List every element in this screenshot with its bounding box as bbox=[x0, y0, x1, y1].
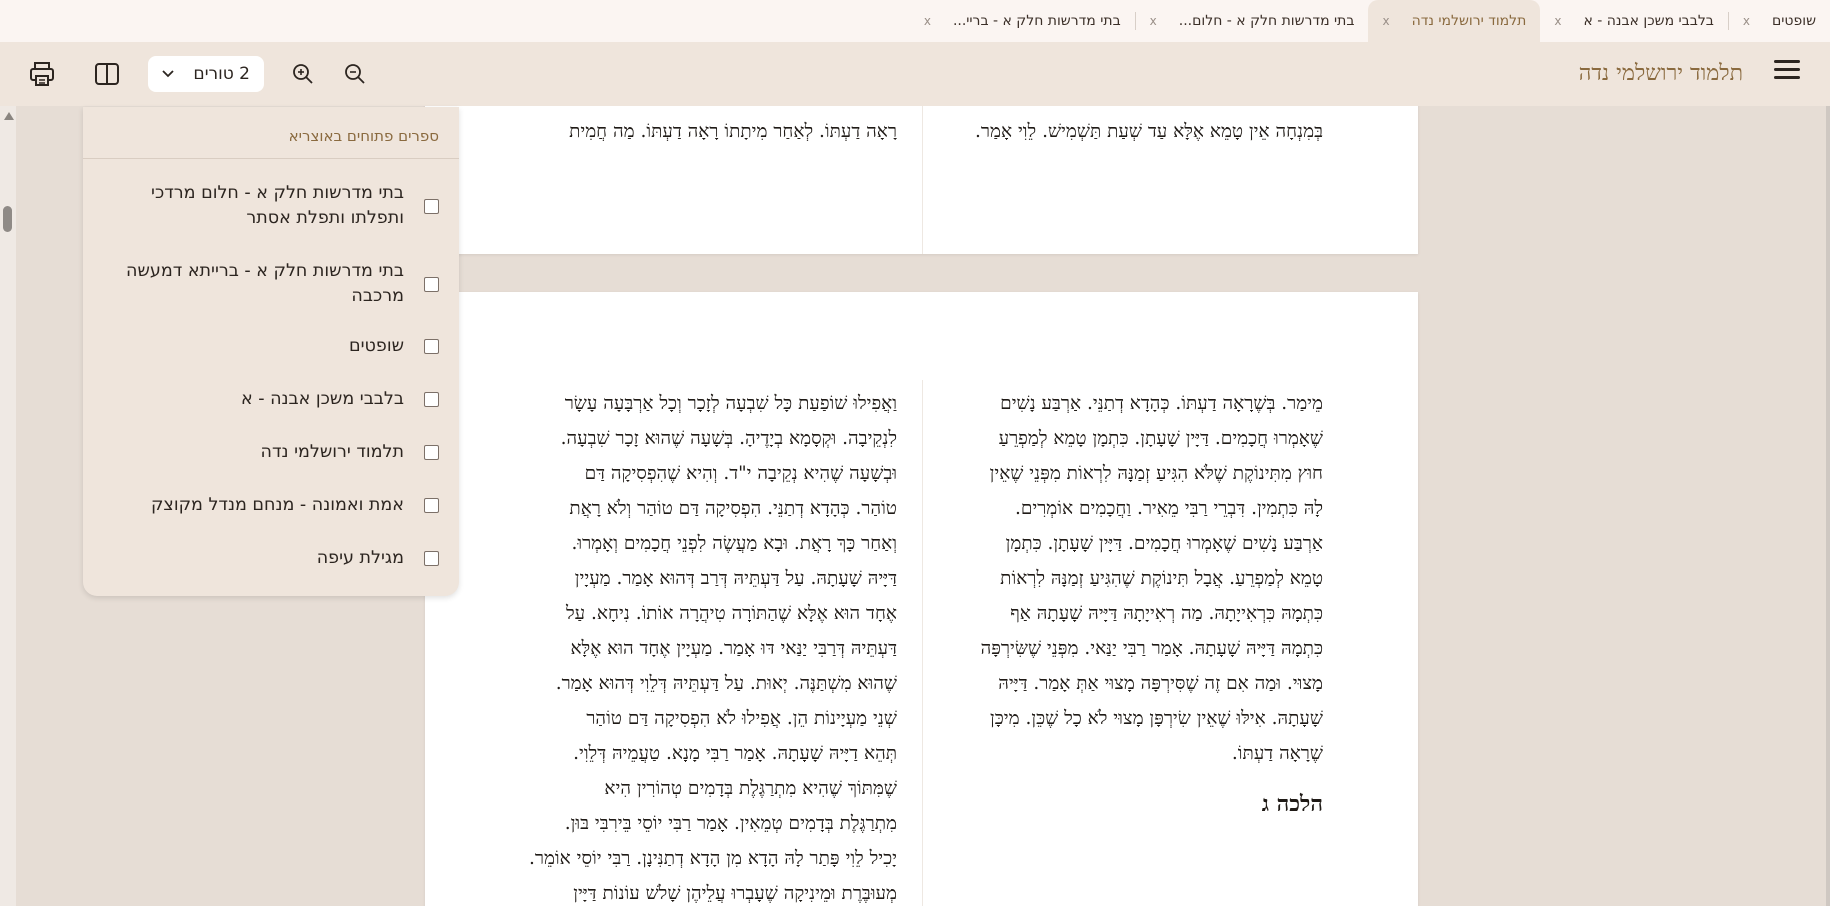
column-divider bbox=[922, 380, 923, 906]
printer-icon bbox=[28, 60, 56, 88]
text-line: מִתְרַגֶּלֶת בְּדָמִים טְמֵאִין. אָמַר רַבִּי יוֹסֵי בֵּירִבִּי בּוּן. bbox=[564, 813, 897, 834]
open-book-label: בתי מדרשות חלק א - ברייתא דמעשה מרכבה bbox=[126, 261, 404, 306]
columns-dropdown[interactable] bbox=[148, 56, 264, 92]
text-line: וְאַחַר כָּךְ רָאֲת. וּבָא מַעֲשֶׂה לִפְנֵי חֲכָמִים וְאָמְרוּ. bbox=[571, 533, 897, 554]
vertical-scrollbar[interactable] bbox=[0, 106, 16, 906]
scrollbar-thumb[interactable] bbox=[3, 206, 12, 232]
text-line: אֶחָד הוּא אֶלָּא שֶׁהַתּוֹרָה טִיהֲרָה אוֹתוֹ. נִיחָא. עַל bbox=[566, 603, 897, 624]
column-divider bbox=[922, 106, 923, 254]
close-icon[interactable]: x bbox=[1382, 14, 1390, 28]
tab-yerushalmi-nidda[interactable] bbox=[1368, 0, 1540, 42]
zoom-in-icon bbox=[291, 62, 315, 86]
text-line: טוֹהַר. כְּהָדָא דְתַנֵּי. הִפְסִיקָה דַּם טוֹהַר וְלֹא רָאֲת bbox=[569, 498, 897, 519]
text-line: יָכִיל לֵוִי פָּתַר לָהּ הָדָא מִן הָדָא דְתַנִּינָן. רַבִּי יוֹסֵי אוֹמֵר. bbox=[528, 848, 897, 869]
open-book-label: שופטים bbox=[349, 336, 404, 356]
text-line: שָׁעָתָהּ. אִילּוּ שֶׁאֵין שִׂירְפָּן מָצוּי לֹא כָל שֶׁכֵּן. מִיכָּן bbox=[990, 708, 1323, 729]
text-page bbox=[425, 106, 1418, 254]
open-books-panel bbox=[83, 107, 459, 596]
tab-batei-midrashot-braita[interactable] bbox=[910, 0, 1135, 42]
checkbox[interactable] bbox=[424, 445, 439, 460]
open-book-label: בתי מדרשות חלק א - חלום מרדכי ותפלתו ותפלת אסתר bbox=[151, 183, 404, 228]
open-book-label: תלמוד ירושלמי נדה bbox=[260, 442, 404, 462]
panel-title: ספרים פתוחים באוצריא bbox=[83, 107, 459, 159]
columns-label: 2 טורים bbox=[193, 64, 250, 84]
checkbox[interactable] bbox=[424, 551, 439, 566]
tab-bar bbox=[0, 0, 1830, 42]
text-line: בְּמִנְחָה אֵין טָמֵא אֶלָּא עַד שְׁעַת תַּשְׁמִישׁ. לֵוִי אָמַר. bbox=[975, 121, 1323, 142]
tab-label: שופטים bbox=[1772, 13, 1816, 29]
text-line: מְעוּבֶּרֶת וּמֵינִיקָה שֶׁעָבְרוּ עֲלֵיהֶן שָׁלֹשׁ עוֹנוֹת דַּיָּין bbox=[573, 883, 897, 904]
print-button[interactable] bbox=[26, 58, 58, 90]
close-icon[interactable]: x bbox=[1149, 14, 1157, 28]
checkbox[interactable] bbox=[424, 392, 439, 407]
text-line: תְּהֵא דַיָּיהּ שָׁעָתָהּ. אָמַר רַבִּי מָנָא. טַעֲמֵיהּ דְּלֵוִי. bbox=[573, 743, 897, 764]
tab-bilvavi[interactable] bbox=[1540, 0, 1728, 42]
tab-batei-midrashot-chalom[interactable] bbox=[1136, 0, 1369, 42]
open-book-item[interactable] bbox=[99, 440, 439, 465]
open-book-item[interactable] bbox=[99, 334, 439, 359]
zoom-out-button[interactable] bbox=[339, 58, 371, 90]
tab-label: בתי מדרשות חלק א - חלום... bbox=[1178, 13, 1355, 29]
text-line: טָמֵא לְמַפְרֵעַ. אֲבָל תִּינוֹקֶת שֶׁהִגִּיעַ זְמַנָּהּ לִרְאוֹת bbox=[1000, 568, 1323, 589]
text-page bbox=[425, 292, 1418, 906]
hamburger-menu-icon[interactable] bbox=[1774, 60, 1800, 84]
text-line: אַרְבַּע נָשִׁים שֶׁאָמְרוּ חֲכָמִים. דַּיָּין שָׁעָתָן. כִּתְמָן bbox=[1005, 533, 1323, 554]
checkbox[interactable] bbox=[424, 339, 439, 354]
text-line: לָהּ כִּתְמִין. דִּבְרֵי רַבִּי מֵאִיר. וַחֲכָמִים אוֹמְרִים. bbox=[1014, 498, 1323, 519]
tab-label: בלבבי משכן אבנה - א bbox=[1583, 13, 1714, 29]
open-book-item[interactable] bbox=[99, 181, 439, 231]
tab-label: בתי מדרשות חלק א - בריי... bbox=[952, 13, 1121, 29]
text-line: רָאָה דַעְתּוֹ. לְאַחַר מִיתָתוֹ רָאָה דַעְתּוֹ. מַה חֲמִית bbox=[569, 121, 897, 142]
scroll-up-arrow-icon[interactable] bbox=[4, 112, 14, 120]
text-line: מֵימַר. בְּשֶׁרָאָה דַעְתּוֹ. כְּהָדָא דְתַנֵּי. אַרְבַּע נָשִׁים bbox=[1000, 393, 1323, 414]
text-line: דַּיָּיהּ שָׁעָתָהּ. עַל דַּעְתֵּיהּ דְּרַב דְּהוּא אָמַר. מַעְיָין bbox=[574, 568, 897, 589]
checkbox[interactable] bbox=[424, 199, 439, 214]
open-book-item[interactable] bbox=[99, 259, 439, 309]
checkbox[interactable] bbox=[424, 498, 439, 513]
text-line: לִנְקֵיבָה. וּקְסָמָא בְיָדֶיהָ. בְּשָׁעָה שֶׁהוּא זָכָר שִׁבְעָה. bbox=[560, 428, 897, 449]
close-icon[interactable]: x bbox=[1742, 14, 1751, 28]
text-line: שֶׁאָמְרוּ חֲכָמִים. דַּיָּין שָׁעָתָן. כִּתְמָן טָמֵא לְמַפְרֵעַ bbox=[998, 428, 1323, 449]
text-line: שֶׁמִּתּוֹךְ שֶׁהִיא מִתְרַגֶּלֶת בְּדָמִים טְהוֹרִין הִיא bbox=[604, 778, 897, 799]
tab-shoftim[interactable] bbox=[1729, 0, 1830, 42]
text-column-left bbox=[537, 114, 897, 149]
chevron-down-icon bbox=[162, 70, 174, 78]
text-line: כִּתְמָהּ דַּיָּיהּ שָׁעָתָהּ. אָמַר רַבִּי יַנַּאי. מִפְּנֵי שֶׁשִּׂירְפָּה bbox=[980, 638, 1323, 659]
zoom-in-button[interactable] bbox=[287, 58, 319, 90]
open-book-label: בלבבי משכן אבנה - א bbox=[240, 389, 404, 409]
text-line: מָצוּי. וּמַה אִם זֶה שֶׁסִּירְפָּה מָצוּי אַתְּ אָמַר. דַּיָּיהּ bbox=[998, 673, 1323, 694]
zoom-out-icon bbox=[343, 62, 367, 86]
tab-label: תלמוד ירושלמי נדה bbox=[1411, 13, 1527, 29]
close-icon[interactable]: x bbox=[923, 14, 931, 28]
split-view-icon bbox=[93, 60, 121, 88]
text-line: וּבְשָׁעָה שֶׁהִיא נְקֵיבָה י"ד. וְהִיא שֶׁהִפְסִיקָה דַּם bbox=[584, 463, 897, 484]
text-line: חוּץ מִתִּינוֹקֶת שֶׁלֹּא הִגִּיעַ זְמַנָּהּ לִרְאוֹת מִפְּנֵי שֶׁאֵין bbox=[989, 463, 1323, 484]
right-scrollbar[interactable] bbox=[1826, 106, 1830, 906]
text-line: שְׁנֵי מַעְיָינוֹת הֵן. אֲפִילוּ לֹא הִפְסִיקָה דַּם טוֹהַר bbox=[586, 708, 897, 729]
open-book-item[interactable] bbox=[99, 387, 439, 412]
open-book-label: מגילת עיפה bbox=[316, 548, 404, 568]
text-line: שֶׁהוּא מִשְׁתַּנֶּה. יְאוּת. עַל דַּעְתֵּיהּ דְּלֵוִי דְּהוּא אָמַר. bbox=[555, 673, 897, 694]
open-book-item[interactable] bbox=[99, 546, 439, 571]
toolbar bbox=[0, 42, 1830, 106]
checkbox[interactable] bbox=[424, 277, 439, 292]
open-book-item[interactable] bbox=[99, 493, 439, 518]
text-line: וַאֲפִילוּ שׁוֹפַעַת כָּל שִׁבְעָה לְזָכָר וְכָל אַרְבָּעָה עָשָׂר bbox=[564, 393, 897, 414]
halacha-heading: הלכה ג bbox=[1261, 791, 1323, 817]
text-line: דַּעְתֵּיהּ דְּרַבִּי יַנַּאי דּוּ אָמַר. מַעְיָין אֶחָד הוּא אֶלָּא bbox=[570, 638, 897, 659]
open-book-label: אמת ואמונה - מנחם מנדל מקוצק bbox=[151, 495, 404, 515]
text-line: שֶׁרָאָה דַעְתּוֹ. bbox=[1231, 743, 1323, 764]
text-column-right bbox=[948, 386, 1323, 822]
text-column-left bbox=[522, 386, 897, 906]
close-icon[interactable]: x bbox=[1554, 14, 1562, 28]
text-line: כִּתְמָהּ כִּרְאִייָתָהּ. מַה רְאִייָתָהּ דַּיָּיהּ שָׁעָתָהּ אַף bbox=[1010, 603, 1323, 624]
split-view-button[interactable] bbox=[91, 58, 123, 90]
page-title: תלמוד ירושלמי נדה bbox=[1578, 61, 1743, 86]
text-column-right bbox=[963, 114, 1323, 149]
